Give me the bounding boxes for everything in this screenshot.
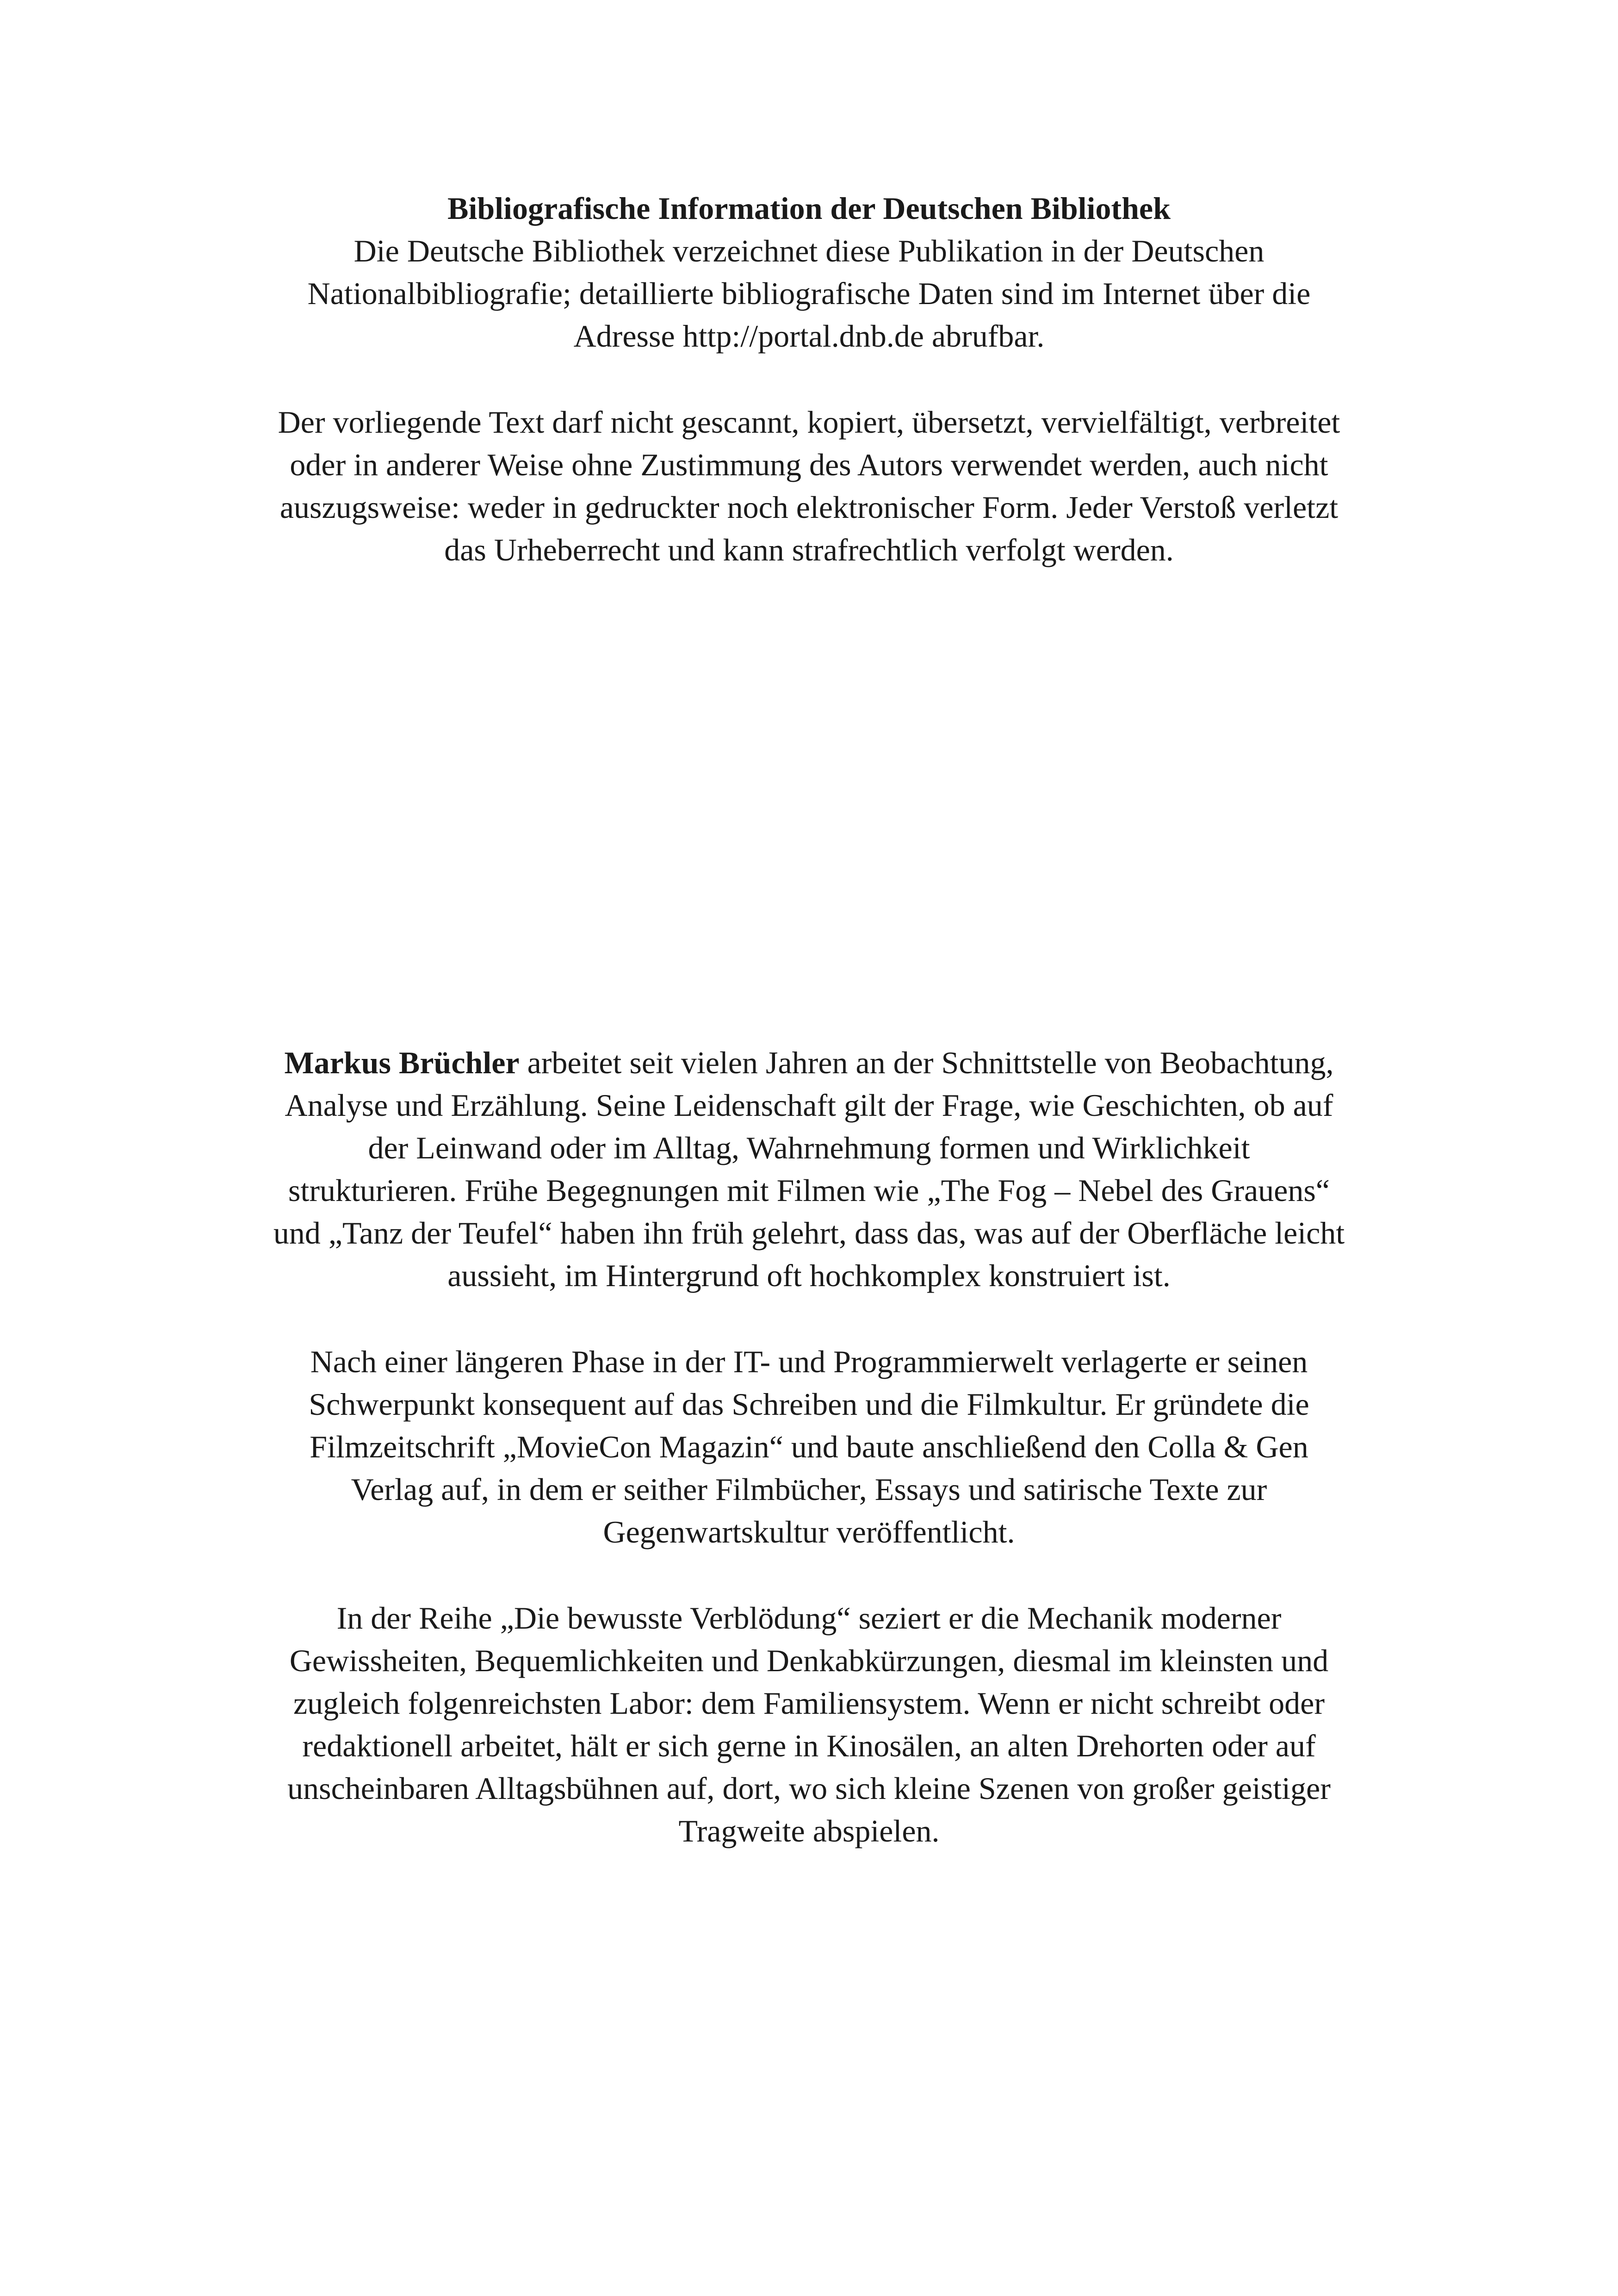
bio-line-text: arbeitet seit vielen Jahren an der Schnittstelle von Beobachtung, [519,1045,1334,1080]
bio-line: aussieht, im Hintergrund oft hochkomplex konstruiert ist. [447,1258,1171,1293]
bio-line: redaktionell arbeitet, hält er sich gerne in Kinosälen, an alten Drehorten oder auf [302,1728,1316,1763]
bio-line: zugleich folgenreichsten Labor: dem Familiensystem. Wenn er nicht schreibt oder [293,1686,1325,1721]
copyright-line: Der vorliegende Text darf nicht gescannt, kopiert, übersetzt, vervielfältigt, verbreitet [278,404,1340,440]
bio-line: Verlag auf, in dem er seither Filmbücher, Essays und satirische Texte zur [351,1472,1267,1507]
bio-line: Gewissheiten, Bequemlichkeiten und Denkabkürzungen, diesmal im kleinsten und [289,1643,1329,1678]
bio-line: Nach einer längeren Phase in der IT- und Programmierwelt verlagerte er seinen [310,1344,1308,1379]
author-bio-paragraph-2 [0,1340,1618,1553]
bio-line: Gegenwartskultur veröffentlicht. [603,1514,1015,1549]
author-name: Markus Brüchler [284,1045,520,1080]
bio-line: Tragweite abspielen. [678,1813,940,1848]
bio-line [0,1041,1618,1084]
bio-line: der Leinwand oder im Alltag, Wahrnehmung formen und Wirklichkeit [368,1130,1250,1165]
bibliographic-info [0,187,1618,357]
author-bio-paragraph-1 [0,1041,1618,1297]
bio-line: Schwerpunkt konsequent auf das Schreiben und die Filmkultur. Er gründete die [309,1387,1309,1422]
copyright-notice [0,401,1618,571]
bibliographic-heading: Bibliografische Information der Deutschen Bibliothek [447,191,1171,226]
bibliographic-line: Adresse http://portal.dnb.de abrufbar. [573,318,1045,354]
bio-line: In der Reihe „Die bewusste Verblödung“ seziert er die Mechanik moderner [336,1600,1282,1636]
bibliographic-line: Die Deutsche Bibliothek verzeichnet diese Publikation in der Deutschen [353,233,1265,268]
bio-line: und „Tanz der Teufel“ haben ihn früh gelehrt, dass das, was auf der Oberfläche leicht [273,1215,1345,1251]
author-bio-paragraph-3 [0,1597,1618,1852]
copyright-line: auszugsweise: weder in gedruckter noch elektronischer Form. Jeder Verstoß verletzt [279,490,1339,525]
copyright-line: das Urheberrecht und kann strafrechtlich verfolgt werden. [444,532,1174,567]
bio-line: Analyse und Erzählung. Seine Leidenschaft gilt der Frage, wie Geschichten, ob auf [285,1088,1333,1123]
bio-line: strukturieren. Frühe Begegnungen mit Filmen wie „The Fog – Nebel des Grauens“ [288,1173,1330,1208]
copyright-line: oder in anderer Weise ohne Zustimmung des Autors verwendet werden, auch nicht [290,447,1328,482]
bibliographic-line: Nationalbibliografie; detaillierte bibliografische Daten sind im Internet über die [307,276,1311,311]
bio-line: unscheinbaren Alltagsbühnen auf, dort, wo sich kleine Szenen von großer geistiger [287,1771,1331,1806]
bio-line: Filmzeitschrift „MovieCon Magazin“ und baute anschließend den Colla & Gen [310,1429,1308,1464]
